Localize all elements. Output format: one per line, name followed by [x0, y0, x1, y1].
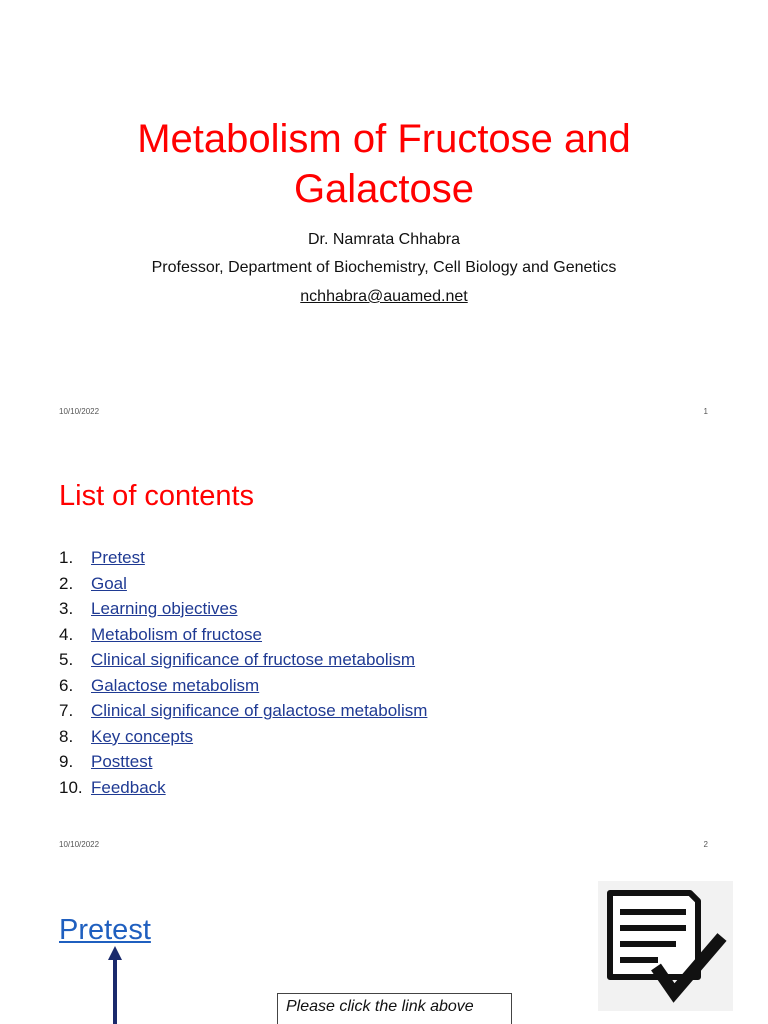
item-number: 10.	[59, 777, 83, 797]
instruction-text: Please click the link above	[286, 998, 474, 1015]
email-link[interactable]: nchhabra@auamed.net	[300, 288, 468, 305]
contents-list	[59, 545, 427, 800]
toc-link-clinical-galactose[interactable]: Clinical significance of galactose metabolism	[91, 701, 428, 720]
list-item	[59, 724, 427, 750]
list-item	[59, 647, 427, 673]
list-item	[59, 698, 427, 724]
item-number: 9.	[59, 752, 74, 771]
slide-contents	[0, 432, 768, 864]
toc-link-key-concepts[interactable]: Key concepts	[91, 726, 194, 746]
toc-link-metabolism-of-fructose[interactable]: Metabolism of fructose	[91, 624, 263, 644]
list-item	[59, 622, 427, 648]
instruction-box	[277, 993, 512, 1024]
list-item	[59, 749, 427, 775]
list-item	[59, 571, 427, 597]
item-number: 1.	[59, 548, 74, 567]
toc-link-goal[interactable]: Goal	[91, 573, 127, 593]
pretest-link[interactable]: Pretest	[59, 914, 151, 946]
presentation-title	[60, 114, 708, 214]
arrow-up-icon	[104, 946, 126, 1024]
item-number: 5.	[59, 650, 74, 669]
toc-link-galactose-metabolism[interactable]: Galactose metabolism	[91, 675, 260, 695]
title-line-1: Metabolism of Fructose and	[137, 117, 631, 161]
toc-link-feedback[interactable]: Feedback	[91, 777, 166, 797]
toc-link-learning-objectives[interactable]: Learning objectives	[91, 599, 238, 618]
slide-number: 2	[703, 840, 708, 849]
author-affiliation: Professor, Department of Biochemistry, Cell Biology and Genetics	[151, 259, 617, 276]
toc-link-posttest[interactable]: Posttest	[91, 752, 153, 771]
item-number: 2.	[59, 573, 74, 593]
slide-number: 1	[703, 407, 708, 416]
toc-link-clinical-fructose[interactable]: Clinical significance of fructose metabolism	[91, 650, 416, 669]
list-item	[59, 775, 427, 801]
author-name: Dr. Namrata Chhabra	[307, 231, 461, 248]
item-number: 6.	[59, 675, 74, 695]
checklist-icon	[598, 881, 733, 1011]
slide-date: 10/10/2022	[59, 407, 100, 416]
toc-link-pretest[interactable]: Pretest	[91, 548, 145, 567]
item-number: 4.	[59, 624, 74, 644]
list-item	[59, 673, 427, 699]
author-email	[60, 287, 708, 307]
slide-pretest	[0, 864, 768, 1024]
list-item	[59, 545, 427, 571]
contents-title: List of contents	[59, 480, 255, 512]
item-number: 8.	[59, 726, 74, 746]
list-item	[59, 596, 427, 622]
item-number: 3.	[59, 599, 74, 618]
slide-date: 10/10/2022	[59, 840, 100, 849]
slide-title	[0, 0, 768, 432]
title-line-2: Galactose	[293, 167, 475, 211]
checklist-svg	[598, 881, 733, 1011]
item-number: 7.	[59, 701, 74, 720]
